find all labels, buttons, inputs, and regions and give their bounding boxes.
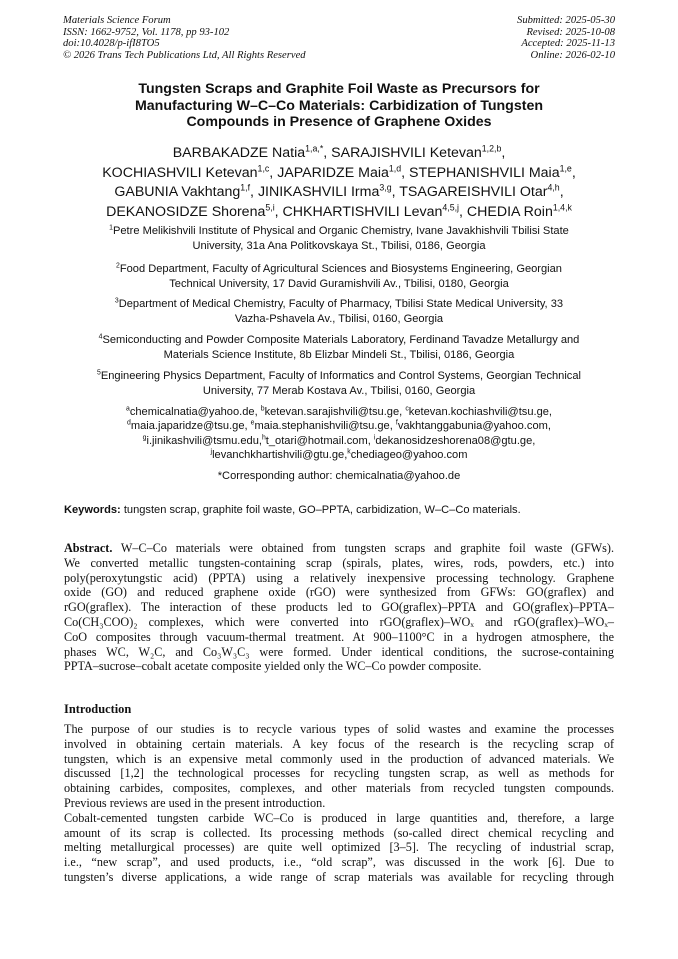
affiliation-number: 4 xyxy=(98,333,103,341)
author-affil: 1,c xyxy=(257,162,270,173)
keywords xyxy=(64,503,624,517)
email-marker: c xyxy=(405,405,409,413)
email-marker: h xyxy=(261,433,266,441)
email-link[interactable]: dekanosidzeshorena08@gtu.ge xyxy=(375,434,533,447)
email-link[interactable]: t_otari@hotmail.com xyxy=(265,434,368,447)
author-affil: 1,f xyxy=(240,182,251,193)
affiliation-number: 1 xyxy=(109,224,113,232)
author-affil: 1,4,k xyxy=(552,202,572,213)
affiliation-5 xyxy=(60,369,618,398)
author-affil: 1,a,* xyxy=(305,143,324,154)
email-link[interactable]: chediageo@yahoo.com xyxy=(350,448,468,461)
affiliation-line xyxy=(60,224,618,239)
author-name: KOCHIASHVILI Ketevan xyxy=(102,164,258,181)
dates-header xyxy=(517,15,615,61)
journal-name: Materials Science Forum xyxy=(63,15,171,26)
affiliation-line: Materials Science Institute, 8b Elizbar Mindeli St., Tbilisi, 0186, Georgia xyxy=(163,348,515,361)
author-name: GABUNIA Vakhtang xyxy=(114,184,241,201)
author-affil: 4,5,j xyxy=(442,202,459,213)
affiliation-text: Department of Medical Chemistry, Faculty of Pharmacy, Tbilisi State Medical University, 33 xyxy=(118,298,564,310)
author-name: JINIKASHVILI Irma xyxy=(257,184,380,201)
author-name: TSAGAREISHVILI Otar xyxy=(399,184,548,201)
email-marker: g xyxy=(142,433,147,441)
abstract-text: W–C–Co materials were obtained from tungsten scraps and graphite foil waste (GFWs). xyxy=(120,541,614,555)
email-link[interactable]: i.jinikashvili@tsmu.edu xyxy=(146,434,259,447)
title-line: Tungsten Scraps and Graphite Foil Waste as Precursors for xyxy=(138,81,540,97)
keywords-text: tungsten scrap, graphite foil waste, GO–PPTA, carbidization, W–C–Co materials. xyxy=(123,504,521,516)
copyright: © 2026 Trans Tech Publications Ltd, All Rights Reserved xyxy=(63,49,306,61)
author-affil: 1,e xyxy=(559,162,572,173)
abstract-line: oxide (GO) and reduced graphene oxide (rGO) were synthesized from GFWs: GO(graflex) and xyxy=(64,585,614,600)
affiliation-1 xyxy=(60,224,618,253)
email-marker: a xyxy=(125,405,130,413)
author-name: CHKHARTISHVILI Levan xyxy=(282,203,443,220)
abstract-line: PPTA–sucrose–cobalt acetate composite yielded only the WC–Co powder composite. xyxy=(64,659,482,674)
author-line: BARBAKADZE Natia$^{1,a,*}$, SARAJISHVILI Ketevan$^{1,2,b}$, xyxy=(172,143,506,161)
abstract-line: We converted metallic tungsten-containing scrap (spirals, plates, wires, rods, powders, etc.) into xyxy=(64,555,614,570)
intro-line: involved in obtaining certain materials. A key focus of the research is the recycling scrap of xyxy=(64,736,614,751)
email-line: $^d$maia.japaridze@tsu.ge, $^e$maia.stephanishvili@tsu.ge, $^f$vakhtanggabunia@yahoo.com, xyxy=(127,419,551,433)
author-affil: 4,h xyxy=(547,182,560,193)
journal-header xyxy=(63,15,306,61)
date-revised: Revised: 2025-10-08 xyxy=(526,26,615,38)
intro-line: obtaining carbides, composites, complexes, and other materials from recycled tungsten compounds. xyxy=(64,781,614,796)
intro-line: The purpose of our studies is to recycle various types of solid wastes and examine the processes xyxy=(64,722,614,736)
affiliation-line: Technical University, 17 David Guramishvili Av., Tbilisi, 0180, Georgia xyxy=(169,277,509,290)
journal-issn: ISSN: 1662-9752, Vol. 1178, pp 93-102 xyxy=(63,26,230,38)
author-name: CHEDIA Roin xyxy=(466,203,553,220)
author-line: GABUNIA Vakhtang$^{1,f}$, JINIKASHVILI Irma$^{3,g}$, TSAGAREISHVILI Otar$^{4,h}$, xyxy=(114,182,564,201)
intro-line: amount of its scrap is collected. Its processing methods (so-called direct chemical recycling and xyxy=(64,825,614,840)
affiliation-line xyxy=(60,297,618,312)
affiliation-line: Vazha-Pshavela Av., Tbilisi, 0160, Georgia xyxy=(234,312,444,325)
author-list xyxy=(40,144,638,222)
abstract-line: rGO(graflex). The interaction of these products led to GO(graflex)–PPTA and GO(graflex)–PPTA– xyxy=(64,600,614,615)
journal-doi[interactable]: doi:10.4028/p-ifI8TO5 xyxy=(63,38,160,50)
author-name: STEPHANISHVILI Maia xyxy=(409,164,560,181)
intro-line: discussed [1,2] the technological processes for recycling tungsten scrap, as well as methods for xyxy=(64,766,614,781)
affiliation-line: University, 77 Merab Kostava Av., Tbilisi, 0160, Georgia xyxy=(202,384,476,397)
affiliation-line xyxy=(60,262,618,277)
abstract-line xyxy=(64,541,614,556)
email-link[interactable]: maia.japaridze@tsu.ge xyxy=(130,420,245,433)
introduction-heading: Introduction xyxy=(64,702,132,716)
affiliation-number: 2 xyxy=(116,262,120,270)
intro-line: tungsten, which is an expensive metal commonly used in the production of advanced materials. We xyxy=(64,751,614,766)
affiliation-line: University, 31a Ana Politkovskaya St., Tbilisi, 0186, Georgia xyxy=(192,239,486,252)
abstract-line: CoO composites through vacuum-thermal treatment. At 900–1100°C in a hydrogen atmosphere, the xyxy=(64,629,614,644)
author-name: BARBAKADZE Natia xyxy=(172,145,306,161)
email-link[interactable]: ketevan.sarajishvili@tsu.ge xyxy=(264,406,400,418)
affiliation-line xyxy=(60,333,618,348)
email-link[interactable]: chemicalnatia@yahoo.de xyxy=(129,406,255,418)
email-marker: k xyxy=(347,448,351,456)
author-affil: 1,2,b xyxy=(481,143,502,154)
affiliation-number: 5 xyxy=(97,369,101,377)
author-name: SARAJISHVILI Ketevan xyxy=(331,145,482,161)
author-name: DEKANOSIDZE Shorena xyxy=(106,203,266,220)
abstract-line: poly(peroxytungstic acid) (PPTA) using a relatively inexpensive processing technology. Graphene xyxy=(64,570,614,585)
email-list xyxy=(60,405,618,462)
email-link[interactable]: ketevan.kochiashvili@tsu.ge xyxy=(408,406,549,418)
introduction-body xyxy=(64,722,614,885)
keywords-label: Keywords: xyxy=(64,504,121,516)
title-line: Compounds in Presence of Graphene Oxides xyxy=(186,114,492,131)
email-marker: b xyxy=(260,405,265,413)
email-marker: e xyxy=(250,419,255,427)
affiliation-text: Food Department, Faculty of Agricultural Sciences and Biosystems Engineering, Georgian xyxy=(119,263,562,275)
email-link[interactable]: vakhtanggabunia@yahoo.com xyxy=(397,420,548,433)
email-marker: f xyxy=(395,419,398,427)
date-submitted: Submitted: 2025-05-30 xyxy=(517,15,615,26)
email-line: $^a$chemicalnatia@yahoo.de, $^b$ketevan.sarajishvili@tsu.ge, $^c$ketevan.kochiashvili@tsu.ge, xyxy=(125,405,553,418)
author-affil: 1,d xyxy=(388,162,402,173)
affiliation-4 xyxy=(60,333,618,362)
affiliation-text: Petre Melikishvili Institute of Physical and Organic Chemistry, Ivane Javakhishvili Tbilisi State xyxy=(112,225,569,237)
email-marker: d xyxy=(127,419,131,427)
email-link[interactable]: levanchkhartishvili@gtu.ge xyxy=(212,448,345,461)
intro-line: Previous reviews are used in the present introduction. xyxy=(64,795,326,810)
affiliation-3 xyxy=(60,297,618,326)
author-line: DEKANOSIDZE Shorena$^{5,i}$, CHKHARTISHVILI Levan$^{4,5,j}$, CHEDIA Roin$^{1,4,k}$ xyxy=(106,202,572,220)
corresponding-author: *Corresponding author: chemicalnatia@yahoo.de xyxy=(217,470,461,482)
title-line: Manufacturing W–C–Co Materials: Carbidization of Tungsten xyxy=(134,97,544,114)
affiliation-text: Semiconducting and Powder Composite Materials Laboratory, Ferdinand Tavadze Metallurgy and xyxy=(102,334,580,346)
author-affil: 3,g xyxy=(379,182,392,193)
paper-title xyxy=(60,81,618,131)
affiliation-2 xyxy=(60,262,618,291)
email-marker: i xyxy=(373,433,376,441)
email-marker: j xyxy=(210,448,213,456)
author-affil: 5,i xyxy=(265,202,275,213)
affiliation-number: 3 xyxy=(114,297,119,305)
email-link[interactable]: maia.stephanishvili@tsu.ge xyxy=(254,420,390,433)
intro-line: i.e., “new scrap”, and used products, i.e., “old scrap”, was discussed in the work [6]. Due to xyxy=(64,855,614,870)
intro-line: tungsten’s diverse applications, a wide range of scrap materials was available for recycling through xyxy=(64,869,614,884)
date-online: Online: 2026-02-10 xyxy=(530,49,615,61)
author-name: JAPARIDZE Maia xyxy=(277,164,389,181)
abstract-label: Abstract. xyxy=(64,541,113,555)
abstract-line: Co(CH₃COO)₂ complexes, which were converted into rGO(graflex)–WOₓ and rGO(graflex)–WOₓ– xyxy=(64,614,614,629)
affiliation-line xyxy=(60,369,618,384)
intro-line: Cobalt-cemented tungsten carbide WC–Co is produced in large quantities and, therefore, a large xyxy=(64,810,614,825)
abstract-line: phases WC, W₂C, and Co₃W₃C₃ were formed. Under identical conditions, the sucrose-containing xyxy=(64,644,614,659)
email-line: $^j$levanchkhartishvili@gtu.ge,$^k$chediageo@yahoo.com xyxy=(210,448,468,461)
intro-line: melting metallurgical processes) are quite well optimized [3–5]. The recycling of industrial scrap, xyxy=(64,840,614,855)
affiliation-text: Engineering Physics Department, Faculty of Informatics and Control Systems, Georgian Technical xyxy=(100,370,581,382)
author-line: KOCHIASHVILI Ketevan$^{1,c}$, JAPARIDZE Maia$^{1,d}$, STEPHANISHVILI Maia$^{1,e}$, xyxy=(102,162,576,181)
date-accepted: Accepted: 2025-11-13 xyxy=(521,38,615,50)
abstract xyxy=(64,541,614,674)
email-line: $^g$i.jinikashvili@tsmu.edu,$^h$t_otari@hotmail.com, $^i$dekanosidzeshorena08@gtu.ge, xyxy=(142,433,536,447)
